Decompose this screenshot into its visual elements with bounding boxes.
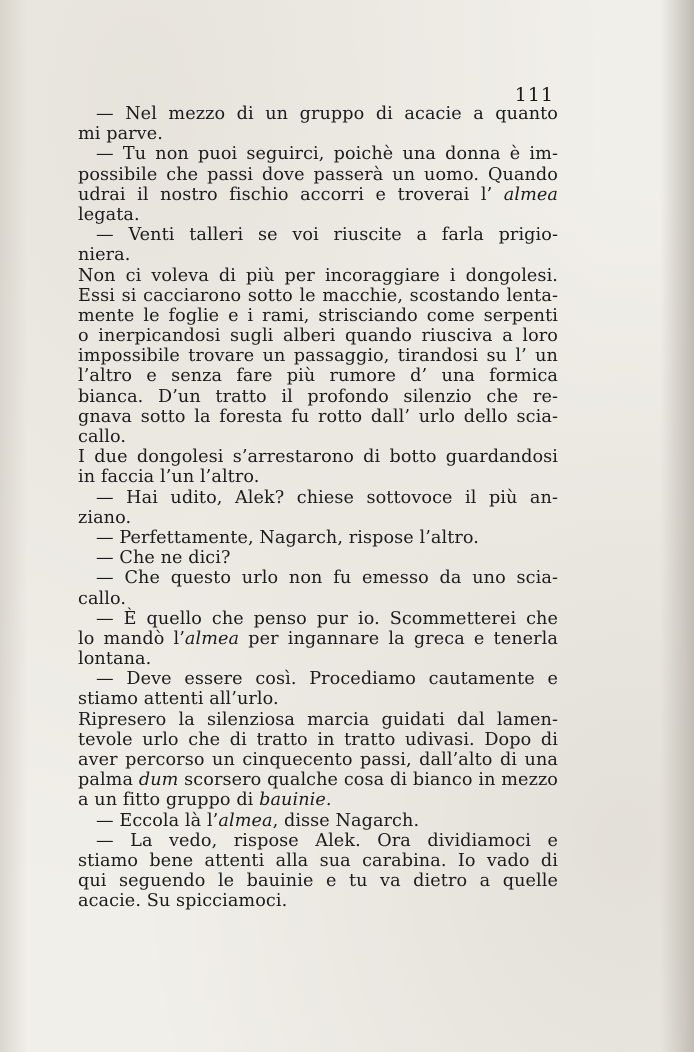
- text-line: lontana.: [78, 649, 152, 670]
- text-line: — Tu non puoi seguirci, poichè una donna è im-: [96, 144, 558, 165]
- text-line: — Deve essere così. Procediamo cautamente e: [96, 669, 558, 690]
- text-line: palma dum scorsero qualche cosa di bianco in mezzo: [78, 770, 559, 791]
- text-line: acacie. Su spicciamoci.: [78, 891, 288, 912]
- body-text: [78, 104, 558, 912]
- text-line: — Nel mezzo di un gruppo di acacie a quanto: [96, 104, 558, 124]
- text-line: gnava sotto la foresta fu rotto dall’ urlo dello scia-: [78, 406, 558, 427]
- text-line: udrai il nostro fischio accorri e troverai l’ almea: [78, 184, 558, 205]
- text-line: mente le foglie e i rami, strisciando come serpenti: [78, 305, 558, 326]
- text-line: callo.: [78, 427, 127, 447]
- text-line: l’altro e senza fare più rumore d’ una formica: [78, 366, 558, 387]
- text-line: Non ci voleva di più per incoraggiare i dongolesi.: [78, 265, 558, 286]
- text-line: ziano.: [78, 507, 132, 528]
- text-line: — Perfettamente, Nagarch, rispose l’altro.: [96, 527, 479, 548]
- text-line: — Hai udito, Alek? chiese sottovoce il più an-: [96, 487, 558, 508]
- text-line: lo mandò l’almea per ingannare la greca e tenerla: [78, 628, 558, 649]
- text-line: impossibile trovare un passaggio, tirandosi su l’ un: [78, 346, 558, 367]
- text-line: bianca. D’un tratto il profondo silenzio che re-: [78, 386, 558, 407]
- text-line: possibile che passi dove passerà un uomo. Quando: [78, 164, 558, 185]
- text-line: mi parve.: [78, 124, 163, 145]
- text-line: — È quello che penso pur io. Scommetterei che: [96, 608, 558, 629]
- text-line: I due dongolesi s’arrestarono di botto guardandosi: [78, 447, 558, 468]
- text-line: stiamo bene attenti alla sua carabina. Io vado di: [78, 850, 558, 871]
- text-line: — Venti talleri se voi riuscite a farla prigio-: [96, 225, 558, 246]
- text-line: Ripresero la silenziosa marcia guidati dal lamen-: [78, 709, 558, 730]
- text-line: — Che ne dici?: [96, 548, 231, 569]
- text-line: legata.: [78, 204, 140, 225]
- page-number: 111: [514, 84, 554, 106]
- text-line: — Che questo urlo non fu emesso da uno scia-: [96, 568, 558, 589]
- text-line: aver percorso un cinquecento passi, dall’alto di una: [78, 750, 558, 770]
- text-line: — Eccola là l’almea, disse Nagarch.: [96, 810, 420, 831]
- text-line: stiamo attenti all’urlo.: [78, 689, 279, 710]
- text-line: o inerpicandosi sugli alberi quando riusciva a loro: [78, 326, 558, 347]
- text-line: — La vedo, rispose Alek. Ora dividiamoci e: [96, 830, 558, 851]
- text-line: Essi si cacciarono sotto le macchie, scostando lenta-: [78, 285, 558, 306]
- text-line: callo.: [78, 588, 127, 609]
- text-line: qui seguendo le bauinie e tu va dietro a quelle: [78, 871, 558, 892]
- text-line: niera.: [78, 245, 131, 266]
- text-line: in faccia l’un l’altro.: [78, 467, 260, 488]
- text-line: a un fitto gruppo di bauinie.: [78, 790, 332, 811]
- text-line: tevole urlo che di tratto in tratto udivasi. Dopo di: [78, 729, 558, 750]
